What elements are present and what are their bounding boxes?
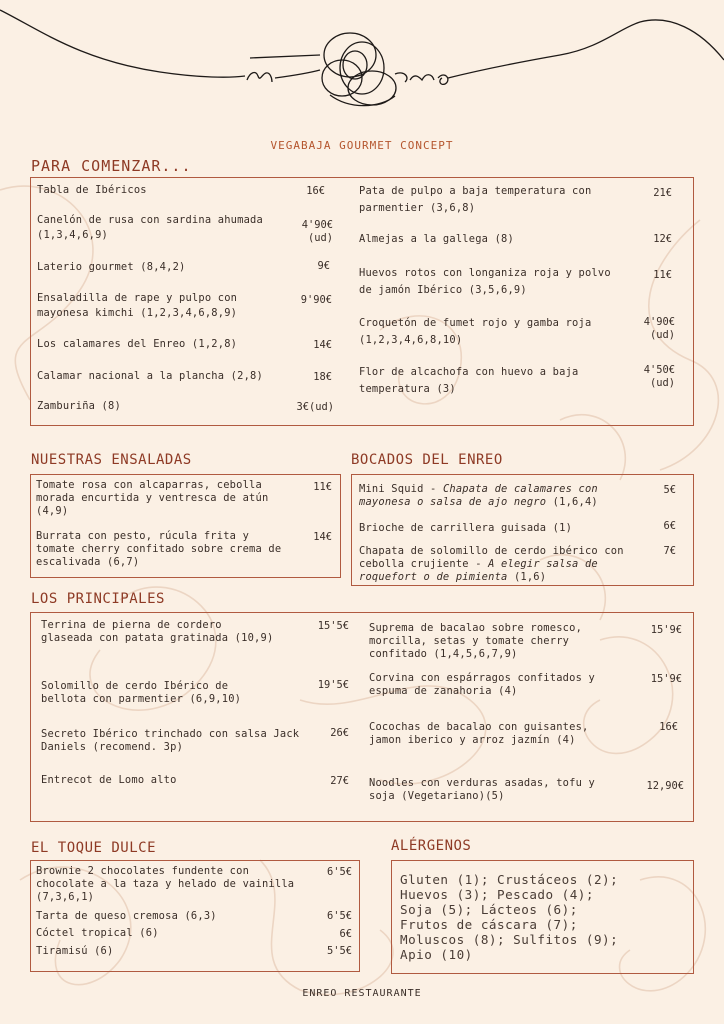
menu-item: Noodles con verduras asadas, tofu y soja (Vegetariano)(5) xyxy=(369,777,595,802)
enreo-logo xyxy=(0,0,724,125)
menu-item: Croquetón de fumet rojo y gamba roja (1,2,3,4,6,8,10) xyxy=(359,317,592,346)
menu-item: Brownie 2 chocolates fundente con chocolate a la taza y helado de vainilla (7,3,6,1) xyxy=(36,865,295,903)
item-price: 9€ xyxy=(317,260,330,272)
item-price: 15'9€ xyxy=(650,624,682,636)
allergen-line: Soja (5); Lácteos (6); xyxy=(400,902,578,917)
item-price: 14€ xyxy=(313,339,332,351)
item-price: 16€ xyxy=(659,721,678,733)
item-price: 6'5€ xyxy=(326,910,352,922)
menu-item: Tabla de Ibéricos xyxy=(37,184,147,196)
menu-item: Cóctel tropical (6) xyxy=(36,927,159,939)
footer-restaurant-name: ENREO RESTAURANTE xyxy=(302,988,422,999)
menu-item: Huevos rotos con longaniza roja y polvo de jamón Ibérico (3,5,6,9) xyxy=(359,267,611,296)
item-price: 3€(ud) xyxy=(296,401,334,413)
item-price: 7€ xyxy=(663,545,676,557)
item-price: 12,90€ xyxy=(646,780,684,792)
section-title-principales: LOS PRINCIPALES xyxy=(31,591,165,607)
menu-item: Brioche de carrillera guisada (1) xyxy=(359,522,573,534)
item-price: 12€ xyxy=(653,233,672,245)
menu-item: Los calamares del Enreo (1,2,8) xyxy=(37,338,238,350)
menu-item: Flor de alcachofa con huevo a baja temperatura (3) xyxy=(359,366,579,395)
menu-item: Corvina con espárragos confitados y espuma de zanahoria (4) xyxy=(369,672,595,697)
item-price: 15'9€ xyxy=(650,673,682,685)
menu-item: Calamar nacional a la plancha (2,8) xyxy=(37,370,263,382)
allergen-line: Huevos (3); Pescado (4); xyxy=(400,887,594,902)
allergen-line: Gluten (1); Crustáceos (2); xyxy=(400,872,619,887)
menu-item: Cocochas de bacalao con guisantes, jamon iberico y arroz jazmín (4) xyxy=(369,721,589,746)
item-price: 11€ xyxy=(313,481,332,493)
menu-item: Mini Squid - Chapata de calamares con mayonesa o salsa de ajo negro (1,6,4) xyxy=(359,483,598,508)
menu-item: Entrecot de Lomo alto xyxy=(41,774,177,786)
allergen-line: Apio (10) xyxy=(400,947,473,962)
menu-item: Tarta de queso cremosa (6,3) xyxy=(36,910,217,922)
item-price: 18€ xyxy=(313,371,332,383)
item-price: 6€ xyxy=(663,520,676,532)
menu-item: Tomate rosa con alcaparras, cebolla morada encurtida y ventresca de atún (4,9) xyxy=(36,479,269,517)
menu-item: Burrata con pesto, rúcula frita y tomate cherry confitado sobre crema de escalivada (6,7) xyxy=(36,530,282,568)
item-price: 9'90€ xyxy=(300,294,332,306)
item-price: 4'90€ (ud) xyxy=(643,316,675,341)
item-price: 4'90€ (ud) xyxy=(301,219,333,244)
menu-item: Pata de pulpo a baja temperatura con parmentier (3,6,8) xyxy=(359,185,592,214)
restaurant-subtitle: VEGABAJA GOURMET CONCEPT xyxy=(270,139,454,152)
allergen-line: Frutos de cáscara (7); xyxy=(400,917,578,932)
menu-item: Secreto Ibérico trinchado con salsa Jack Daniels (recomend. 3p) xyxy=(41,728,300,753)
menu-item: Laterio gourmet (8,4,2) xyxy=(37,261,186,273)
section-title-alergenos: ALÉRGENOS xyxy=(391,838,472,854)
item-price: 5€ xyxy=(663,484,676,496)
item-price: 27€ xyxy=(330,775,349,787)
item-price: 16€ xyxy=(306,185,325,197)
item-price: 15'5€ xyxy=(317,620,349,632)
item-price: 26€ xyxy=(330,727,349,739)
menu-item: Terrina de pierna de cordero glaseada con patata gratinada (10,9) xyxy=(41,619,274,644)
menu-item: Tiramisú (6) xyxy=(36,945,114,957)
menu-item: Almejas a la gallega (8) xyxy=(359,233,514,245)
menu-item: Chapata de solomillo de cerdo ibérico con cebolla crujiente - A elegir salsa de roquefort o de pimienta (1,6) xyxy=(359,545,624,583)
menu-item: Canelón de rusa con sardina ahumada (1,3,4,6,9) xyxy=(37,214,263,241)
menu-item: Solomillo de cerdo Ibérico de bellota con parmentier (6,9,10) xyxy=(41,680,242,705)
section-title-dulce: EL TOQUE DULCE xyxy=(31,840,157,856)
item-price: 19'5€ xyxy=(317,679,349,691)
section-title-bocados: BOCADOS DEL ENREO xyxy=(351,452,503,468)
allergen-line: Moluscos (8); Sulfitos (9); xyxy=(400,932,619,947)
item-price: 6€ xyxy=(339,928,352,940)
item-price: 14€ xyxy=(313,531,332,543)
menu-item: Ensaladilla de rape y pulpo con mayonesa kimchi (1,2,3,4,6,8,9) xyxy=(37,292,238,319)
section-title-ensaladas: NUESTRAS ENSALADAS xyxy=(31,452,192,468)
menu-item: Zamburiña (8) xyxy=(37,400,121,412)
section-title-comenzar: PARA COMENZAR... xyxy=(31,157,192,175)
item-price: 6'5€ xyxy=(326,866,352,878)
item-price: 4'50€ (ud) xyxy=(643,364,675,389)
item-price: 21€ xyxy=(653,187,672,199)
allergen-list xyxy=(400,872,618,962)
item-price: 5'5€ xyxy=(326,945,352,957)
item-price: 11€ xyxy=(653,269,672,281)
menu-item: Suprema de bacalao sobre romesco, morcilla, setas y tomate cherry confitado (1,4,5,6,7,9) xyxy=(369,622,583,660)
